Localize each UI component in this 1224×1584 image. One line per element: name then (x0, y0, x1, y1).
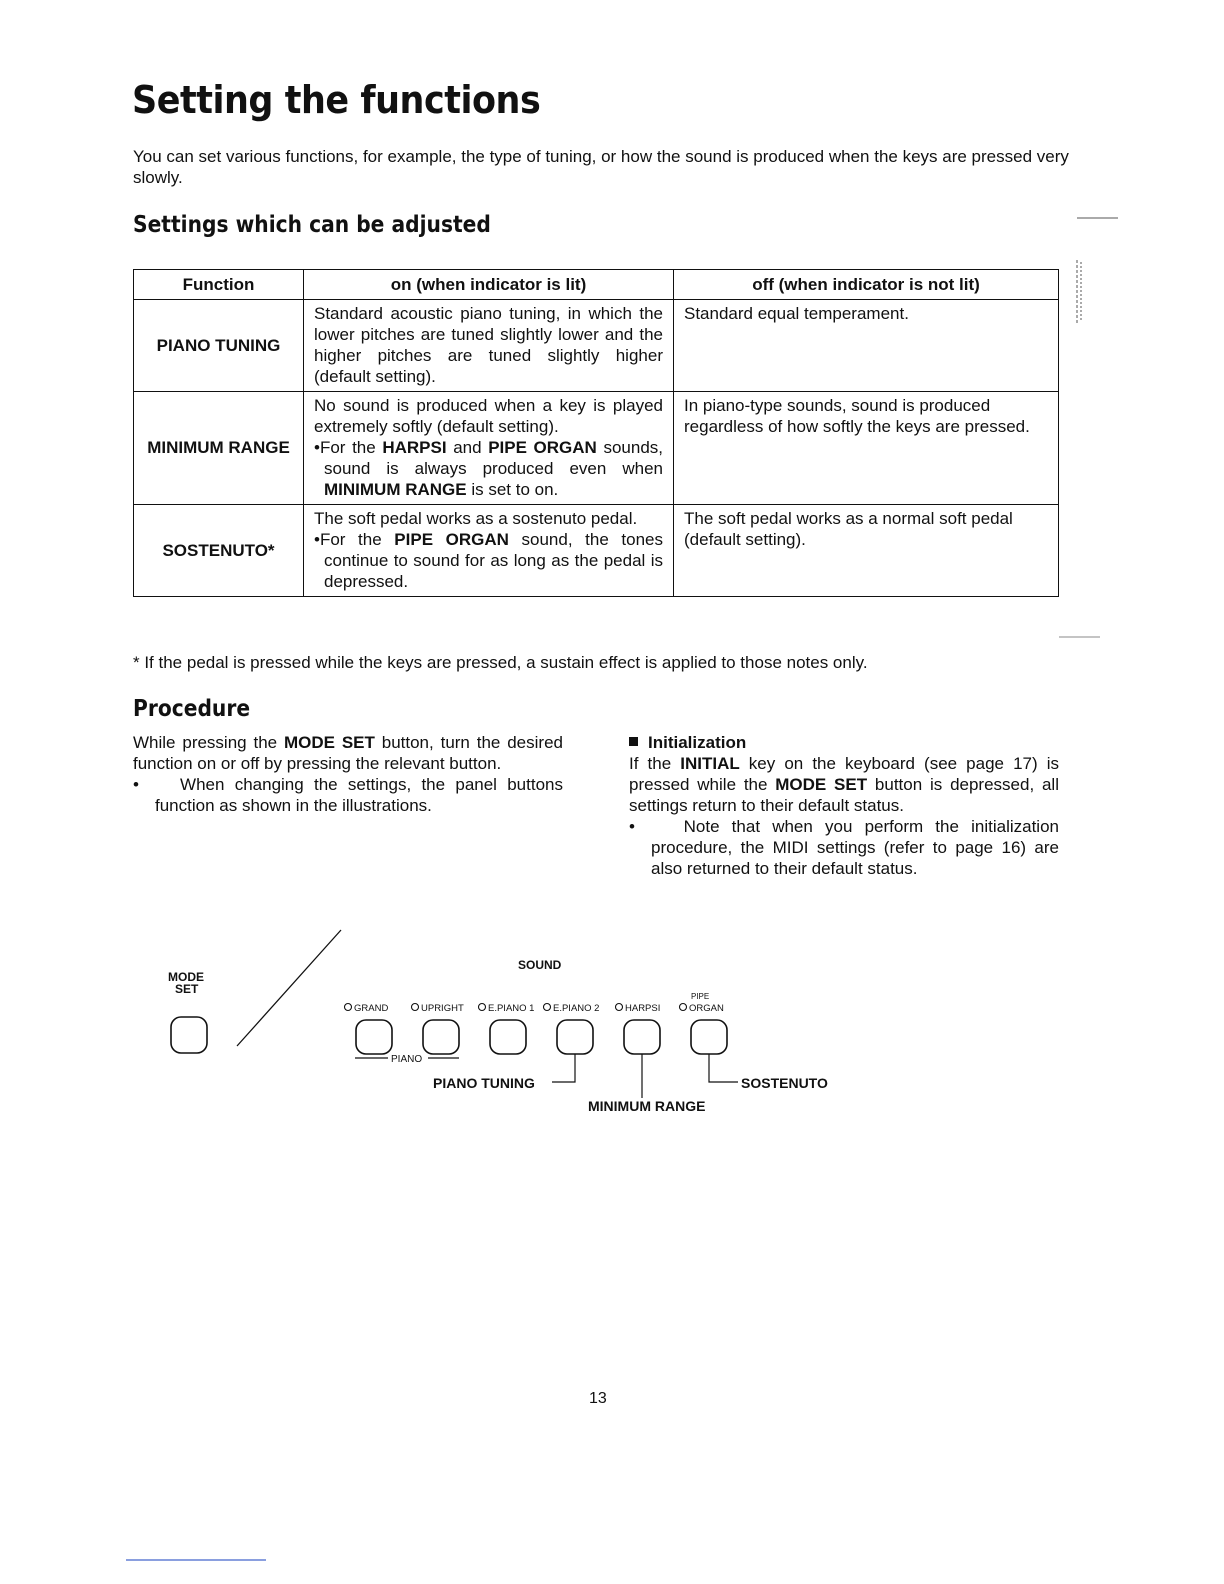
functions-table (133, 269, 1059, 597)
init-prefix: If the (629, 754, 681, 773)
indicator-led (680, 1004, 687, 1011)
off-description: Standard equal temperament. (674, 300, 1059, 392)
note-suffix: sound, the tones continue to sound for as long as the pedal is depressed. (324, 530, 663, 591)
note-bold-minimum-range: MINIMUM RANGE (324, 480, 467, 499)
on-description (304, 505, 674, 597)
procedure-prefix: While pressing the (133, 733, 284, 752)
function-name: MINIMUM RANGE (134, 392, 304, 505)
indicator-led (412, 1004, 419, 1011)
off-description: In piano-type sounds, sound is produced regardless of how softly the keys are pressed. (674, 392, 1059, 505)
minimum-range-label: MINIMUM RANGE (588, 1098, 706, 1114)
indicator-led (479, 1004, 486, 1011)
epiano1-button (490, 1020, 526, 1054)
note-prefix: For the (319, 530, 395, 549)
procedure-paragraph (133, 732, 563, 774)
table-row-sostenuto (134, 505, 1059, 597)
initialization-bullet-text: Note that when you perform the initialization procedure, the MIDI settings (refer to page 16) are also returned to their default status. (651, 817, 1059, 878)
procedure-bullet-text: When changing the settings, the panel buttons function as shown in the illustrations. (155, 775, 563, 815)
table-header-row (134, 270, 1059, 300)
button-label-pipe: PIPE (691, 992, 710, 1001)
button-label-harpsi: HARPSI (625, 1003, 661, 1014)
button-label-epiano2: E.PIANO 2 (553, 1003, 600, 1014)
header-function: Function (134, 270, 304, 300)
function-name: SOSTENUTO* (134, 505, 304, 597)
pipe-organ-button (691, 1020, 727, 1054)
harpsi-button (624, 1020, 660, 1054)
page-number: 13 (589, 1390, 607, 1407)
epiano2-button (557, 1020, 593, 1054)
mode-set-label-2: SET (175, 982, 199, 996)
note-mid: and (446, 438, 489, 457)
table-row-piano-tuning (134, 300, 1059, 392)
sound-label: SOUND (518, 958, 562, 972)
init-bold-initial: INITIAL (680, 754, 740, 773)
note-suffix: is set to on. (466, 480, 559, 499)
note-bold-pipe-organ: PIPE ORGAN (488, 438, 597, 457)
sostenuto-label: SOSTENUTO (741, 1075, 828, 1091)
note-bold-harpsi: HARPSI (382, 438, 447, 457)
init-suffix: button is depressed, all settings return to their default status. (629, 775, 1059, 815)
piano-tuning-label: PIANO TUNING (433, 1075, 535, 1091)
sostenuto-leader (709, 1054, 738, 1082)
initialization-paragraph (629, 753, 1059, 816)
procedure-heading: Procedure (133, 696, 251, 722)
indicator-led (345, 1004, 352, 1011)
indicator-led (616, 1004, 623, 1011)
procedure-bold-mode-set: MODE SET (283, 733, 375, 752)
square-bullet-icon (629, 737, 638, 746)
divider-slash (237, 930, 341, 1046)
mode-set-button (171, 1017, 207, 1053)
on-description (304, 392, 674, 505)
grand-button (356, 1020, 392, 1054)
table-row-minimum-range (134, 392, 1059, 505)
procedure-suffix: button, turn the desired function on or off by pressing the relevant button. (133, 733, 563, 773)
procedure-bullet: • When changing the settings, the panel buttons function as shown in the illustrations. (133, 775, 563, 815)
on-note: •For the PIPE ORGAN sound, the tones continue to sound for as long as the pedal is depressed. (314, 530, 663, 591)
header-off: off (when indicator is not lit) (674, 270, 1059, 300)
sound-button-labels (345, 992, 724, 1014)
button-label-upright: UPRIGHT (421, 1003, 464, 1014)
initialization-column (629, 732, 1059, 879)
on-text: The soft pedal works as a sostenuto pedal. (314, 509, 638, 528)
page-title: Setting the functions (132, 78, 541, 122)
footnote: * If the pedal is pressed while the keys are pressed, a sustain effect is applied to those notes only. (133, 653, 868, 672)
init-mid: key on the keyboard (see page 17) is pressed while the (629, 754, 1059, 794)
header-on: on (when indicator is lit) (304, 270, 674, 300)
init-bold-mode-set: MODE SET (775, 775, 868, 794)
off-description: The soft pedal works as a normal soft pedal (default setting). (674, 505, 1059, 597)
button-label-organ: ORGAN (689, 1003, 724, 1014)
note-prefix: For the (319, 438, 383, 457)
on-text: No sound is produced when a key is played extremely softly (default setting). (314, 396, 663, 436)
intro-paragraph: You can set various functions, for example, the type of tuning, or how the sound is produced when the keys are pressed very slowly. (133, 147, 1069, 187)
function-name: PIANO TUNING (134, 300, 304, 392)
button-label-epiano1: E.PIANO 1 (488, 1003, 535, 1014)
upright-button (423, 1020, 459, 1054)
initialization-bullet: • Note that when you perform the initialization procedure, the MIDI settings (refer to page 16) are also returned to their default status. (629, 817, 1059, 878)
note-mid: sounds, sound is always produced even when (324, 438, 663, 478)
piano-tuning-leader (552, 1054, 575, 1082)
on-description: Standard acoustic piano tuning, in which the lower pitches are tuned slightly lower and the higher pitches are tuned slightly higher (default setting). (304, 300, 674, 392)
procedure-column (133, 732, 563, 816)
button-label-grand: GRAND (354, 1003, 389, 1014)
on-note: •For the HARPSI and PIPE ORGAN sounds, sound is always produced even when MINIMUM RANGE is set to on. (314, 438, 663, 499)
note-bold-pipe-organ: PIPE ORGAN (394, 530, 509, 549)
mode-set-label-1: MODE (168, 970, 204, 984)
indicator-led (544, 1004, 551, 1011)
initialization-title: Initialization (648, 733, 747, 752)
piano-group-label: PIANO (391, 1054, 423, 1065)
settings-heading: Settings which can be adjusted (133, 212, 491, 238)
initialization-heading (629, 732, 1059, 753)
